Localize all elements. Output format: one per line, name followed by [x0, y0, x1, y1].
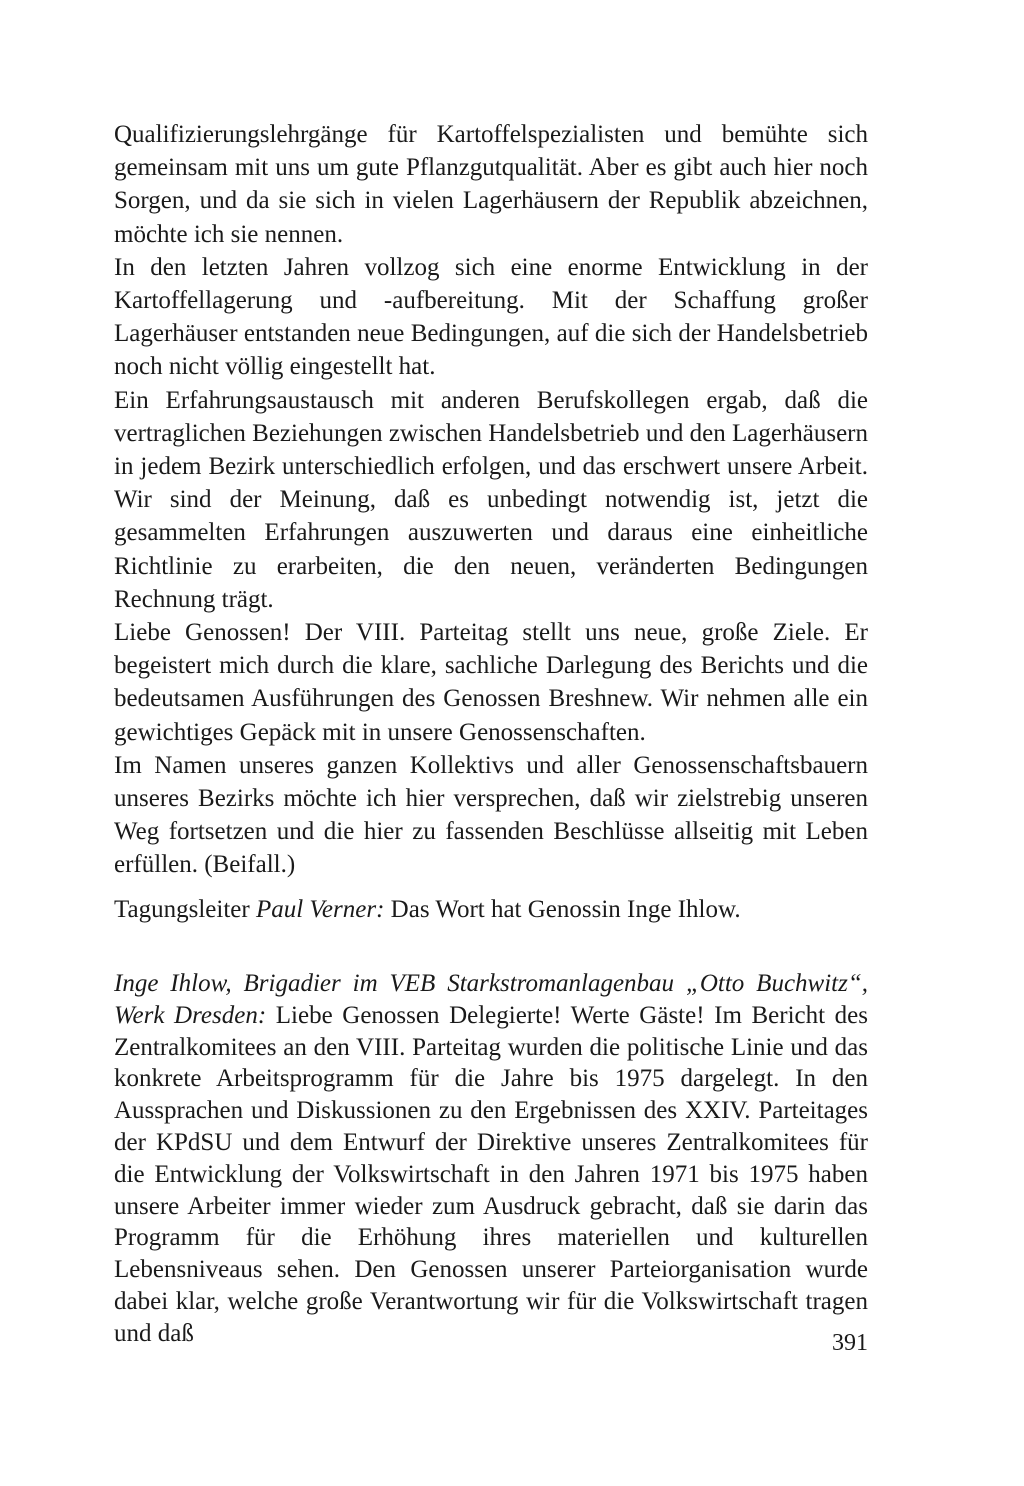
- page-number: 391: [832, 1330, 868, 1356]
- chair-text: Das Wort hat Genossin Inge Ihlow.: [390, 896, 741, 923]
- body-text: [114, 118, 868, 882]
- paragraph-2: In den letzten Jahren vollzog sich eine enorme Entwicklung in der Kartoffellagerung und -aufbereitung. Mit der Schaffung großer Lagerhäuser entstanden neue Bedingungen, auf die sich der Handelsbetrieb noch nicht völlig eingestellt hat.: [114, 253, 868, 381]
- speech-paragraph: [114, 968, 868, 1350]
- speech-text: Liebe Genossen Delegierte! Werte Gäste! Im Bericht des Zentralkomitees an den VIII. Parteitag wurden die politische Linie und das konkrete Arbeitsprogramm für die Jahre bis 1975 dargelegt. In den Aussprachen und Diskussionen zu den Ergebnissen des XXIV. Parteitages der KPdSU und dem Entwurf der Direktive unseres Zentralkomitees für die Entwicklung der Volkswirtschaft in den Jahren 1971 bis 1975 haben unsere Arbeiter immer wieder zum Ausdruck gebracht, daß sie darin das Programm für die Erhöhung ihres materiellen und kulturellen Lebensniveaus sehen. Den Genossen unserer Parteiorganisation wurde dabei klar, welche große Verantwortung wir für die Volkswirtschaft tragen und daß: [114, 1001, 869, 1347]
- chair-name: Paul Verner:: [255, 896, 385, 923]
- chair-role: Tagungsleiter: [114, 896, 250, 923]
- paragraph-5: Im Namen unseres ganzen Kollektivs und aller Genossenschaftsbauern unseres Bezirks möchte ich hier versprechen, daß wir zielstrebig unseren Weg fortsetzen und die hier zu fassenden Beschlüsse allseitig mit Leben erfüllen. (Beifall.): [114, 751, 868, 879]
- paragraph-1: Qualifizierungslehrgänge für Kartoffelspezialisten und bemühte sich gemeinsam mit uns um gute Pflanzgutqualität. Aber es gibt auch hier noch Sorgen, und da sie sich in vielen Lagerhäusern der Republik abzeichnen, möchte ich sie nennen.: [114, 121, 868, 248]
- speaker-attribution: Inge Ihlow, Brigadier im VEB Starkstromanlagenbau „Otto Buchwitz“, Werk Dresden:: [114, 970, 868, 1029]
- paragraph-4: Liebe Genossen! Der VIII. Parteitag stellt uns neue, große Ziele. Er begeistert mich durch die klare, sachliche Darlegung des Berichts und die bedeutsamen Ausführungen des Genossen Breshnew. Wir nehmen alle ein gewichtiges Gepäck mit in unsere Genossenschaften.: [114, 619, 868, 746]
- paragraph-3: Ein Erfahrungsaustausch mit anderen Berufskollegen ergab, daß die vertraglichen Beziehungen zwischen Handelsbetrieb und den Lagerhäusern in jedem Bezirk unterschiedlich erfolgen, und das erschwert unsere Arbeit. Wir sind der Meinung, daß es unbedingt notwendig ist, jetzt die gesammelten Erfahrungen auszuwerten und daraus eine einheitliche Richtlinie zu erarbeiten, die den neuen, veränderten Bedingungen Rechnung trägt.: [114, 386, 868, 613]
- chair-announcement: [114, 893, 868, 926]
